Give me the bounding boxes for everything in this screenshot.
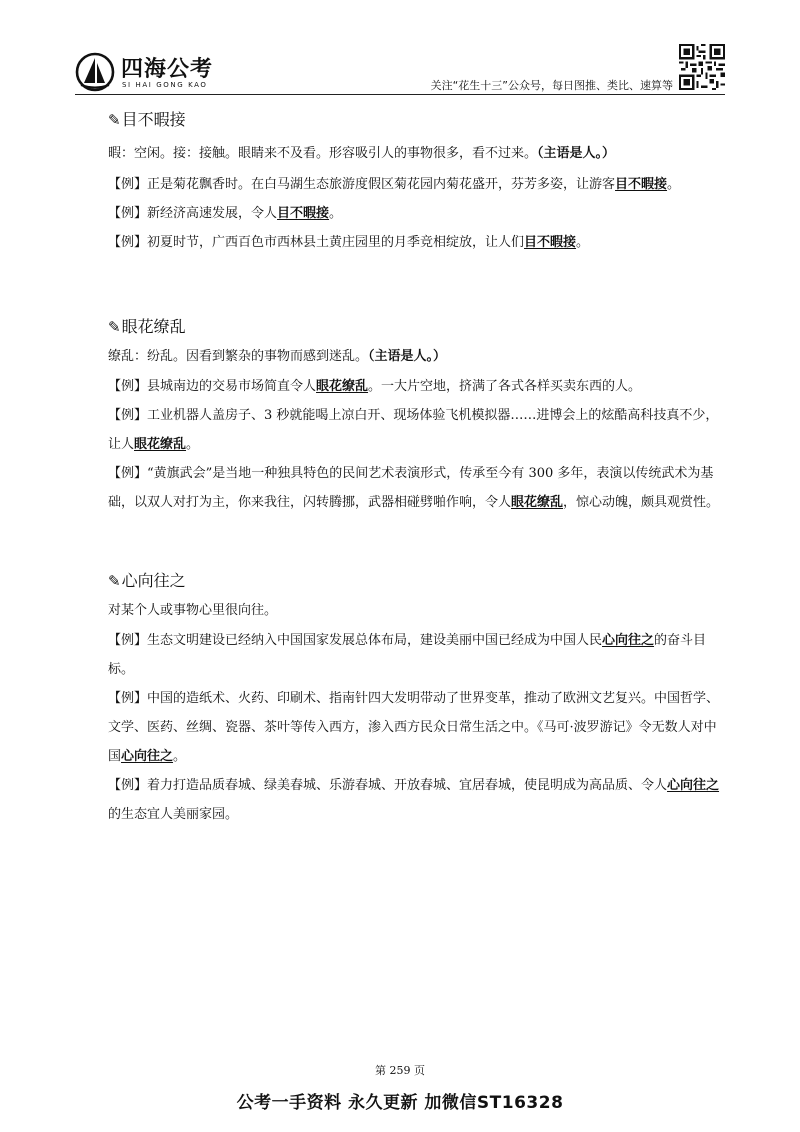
example-text-end: 。	[667, 177, 681, 192]
pencil-icon: ✎	[108, 572, 121, 590]
example-sentence	[108, 401, 726, 459]
example-sentence	[108, 170, 726, 199]
term-definition	[108, 347, 726, 367]
term-heading	[108, 315, 726, 339]
definition-text: 缭乱：纷乱。因看到繁杂的事物而感到迷乱。	[108, 349, 369, 364]
term-title: 眼花缭乱	[121, 317, 186, 336]
example-text: “黄旗武会”是当地一种独具特色的民间艺术表演形式，传承至今有 300 多年，表演以传统武术为基础，以双人对打为主，你来我往，闪转腾挪，武器相碰劈啪作响，令人	[108, 466, 714, 510]
highlighted-idiom: 目不暇接	[277, 206, 330, 221]
example-tag: 【例】	[108, 633, 148, 648]
example-text: 中国的造纸术、火药、印刷术、指南针四大发明带动了世界变革，推动了欧洲文艺复兴。中国哲学、文学、医药、丝绸、瓷器、茶叶等传入西方，渗入西方民众日常生活之中。《马可·波罗游记》令无数人对中国	[108, 691, 720, 764]
example-tag: 【例】	[108, 379, 148, 394]
term-definition	[108, 601, 726, 621]
example-text: 生态文明建设已经纳入中国国家发展总体布局，建设美丽中国已经成为中国人民	[147, 633, 603, 648]
term-section-mu-bu-xia-jie	[108, 108, 726, 257]
example-text-end: 。	[329, 206, 343, 221]
example-sentence	[108, 626, 726, 684]
highlighted-idiom: 目不暇接	[615, 177, 668, 192]
example-text-end: 。	[576, 235, 590, 250]
highlighted-idiom: 心向往之	[121, 749, 174, 764]
highlighted-idiom: 心向往之	[602, 633, 655, 648]
sailboat-logo-icon	[75, 52, 115, 92]
highlighted-idiom: 目不暇接	[524, 235, 577, 250]
header-note: 关注“花生十三”公众号，每日图推、类比、速算等	[430, 79, 673, 92]
qr-code-icon	[679, 44, 725, 90]
term-heading	[108, 108, 726, 132]
example-text-end: ，惊心动魄，颇具观赏性。	[563, 495, 720, 510]
example-text-end: 。一大片空地，挤满了各式各样买卖东西的人。	[368, 379, 642, 394]
example-tag: 【例】	[108, 177, 148, 192]
example-text: 县城南边的交易市场简直令人	[147, 379, 317, 394]
example-sentence	[108, 228, 726, 257]
example-sentence	[108, 459, 726, 517]
pencil-icon: ✎	[108, 111, 121, 129]
term-section-yan-hua-liao-luan	[108, 315, 726, 517]
term-heading	[108, 569, 726, 593]
example-sentence	[108, 684, 726, 771]
footer-note: 公考一手资料 永久更新 加微信ST16328	[236, 1093, 564, 1113]
highlighted-idiom: 眼花缭乱	[511, 495, 564, 510]
brand-pinyin: SI HAI GONG KAO	[122, 81, 208, 89]
highlighted-idiom: 心向往之	[667, 778, 720, 793]
brand-name: 四海公考	[121, 57, 214, 82]
example-text: 工业机器人盖房子、3 秒就能喝上凉白开、现场体验飞机模拟器……进博会上的炫酷高科技真不少，让人	[108, 408, 719, 452]
page-number: 第 259 页	[375, 1064, 425, 1077]
example-tag: 【例】	[108, 466, 148, 481]
example-text-end: 。	[186, 437, 200, 452]
definition-text: 暇：空闲。接：接触。眼睛来不及看。形容吸引人的事物很多，看不过来。	[108, 146, 538, 161]
definition-text: 对某个人或事物心里很向往。	[108, 603, 278, 618]
subject-note: （主语是人。）	[368, 349, 447, 364]
example-tag: 【例】	[108, 691, 148, 706]
subject-note: （主语是人。）	[537, 146, 616, 161]
example-text: 着力打造品质春城、绿美春城、乐游春城、开放春城、宜居春城，使昆明成为高品质、令人	[147, 778, 668, 793]
term-definition	[108, 144, 726, 164]
page-header	[75, 40, 725, 100]
example-sentence	[108, 771, 726, 829]
example-tag: 【例】	[108, 206, 148, 221]
example-text: 正是菊花飘香时。在白马湖生态旅游度假区菊花园内菊花盛开，芬芳多姿，让游客	[147, 177, 616, 192]
term-title: 心向往之	[121, 571, 186, 590]
example-text-end: 。	[173, 749, 187, 764]
vocabulary-content	[108, 108, 726, 829]
example-text: 新经济高速发展，令人	[147, 206, 278, 221]
example-tag: 【例】	[108, 235, 148, 250]
pencil-icon: ✎	[108, 318, 121, 336]
example-sentence	[108, 199, 726, 228]
term-section-xin-xiang-wang-zhi	[108, 569, 726, 829]
highlighted-idiom: 眼花缭乱	[134, 437, 187, 452]
example-sentence	[108, 372, 726, 401]
example-text: 初夏时节，广西百色市西林县土黄庄园里的月季竞相绽放，让人们	[147, 235, 525, 250]
example-text-end: 的奋斗目标。	[108, 633, 707, 677]
example-tag: 【例】	[108, 408, 148, 423]
term-title: 目不暇接	[121, 110, 186, 129]
example-tag: 【例】	[108, 778, 148, 793]
highlighted-idiom: 眼花缭乱	[316, 379, 369, 394]
header-divider	[75, 94, 725, 95]
example-text-end: 的生态宜人美丽家园。	[108, 807, 239, 822]
